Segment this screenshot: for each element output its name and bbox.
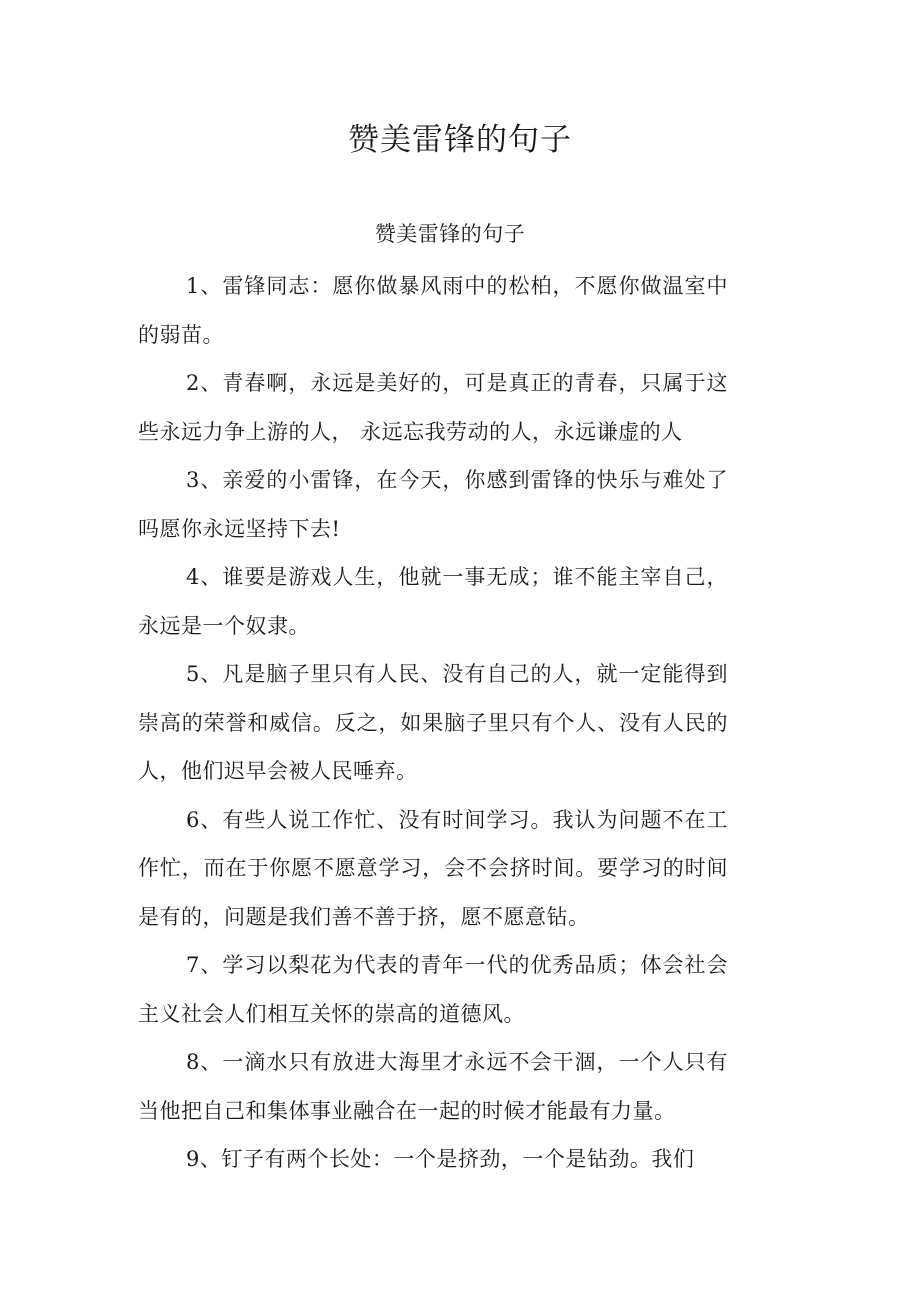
paragraph-9: 9、钉子有两个长处：一个是挤劲，一个是钻劲。我们: [186, 1147, 695, 1171]
document-subtitle: 赞美雷锋的句子: [374, 222, 526, 246]
paragraph-6: 6、有些人说工作忙、没有时间学习。我认为问题不在工作忙，而在于你愿不愿意学习，会不会挤时间。要学习的时间是有的，问题是我们善不善于挤，愿不愿意钻。: [138, 807, 728, 929]
paragraph-1: 1、雷锋同志：愿你做暴风雨中的松柏，不愿你做温室中的弱苗。: [138, 274, 728, 347]
paragraph-4: 4、谁要是游戏人生，他就一事无成；谁不能主宰自己，永远是一个奴隶。: [138, 565, 728, 638]
paragraph-7: 7、学习以梨花为代表的青年一代的优秀品质；体会社会主义社会人们相互关怀的崇高的道德风。: [138, 953, 728, 1026]
document-body: [138, 262, 728, 1184]
paragraph-5: 5、凡是脑子里只有人民、没有自己的人，就一定能得到崇高的荣誉和威信。反之，如果脑子里只有个人、没有人民的人，他们迟早会被人民唾弃。: [138, 662, 728, 783]
paragraph-8: 8、一滴水只有放进大海里才永远不会干涸，一个人只有当他把自己和集体事业融合在一起的时候才能最有力量。: [138, 1050, 728, 1123]
paragraph-3: 3、亲爱的小雷锋，在今天，你感到雷锋的快乐与难处了吗愿你永远坚持下去!: [138, 468, 728, 541]
paragraph-2: 2、青春啊，永远是美好的，可是真正的青春，只属于这些永远力争上游的人， 永远忘我劳动的人，永远谦虚的人: [138, 371, 728, 444]
document-title: 赞美雷锋的句子: [348, 122, 572, 158]
